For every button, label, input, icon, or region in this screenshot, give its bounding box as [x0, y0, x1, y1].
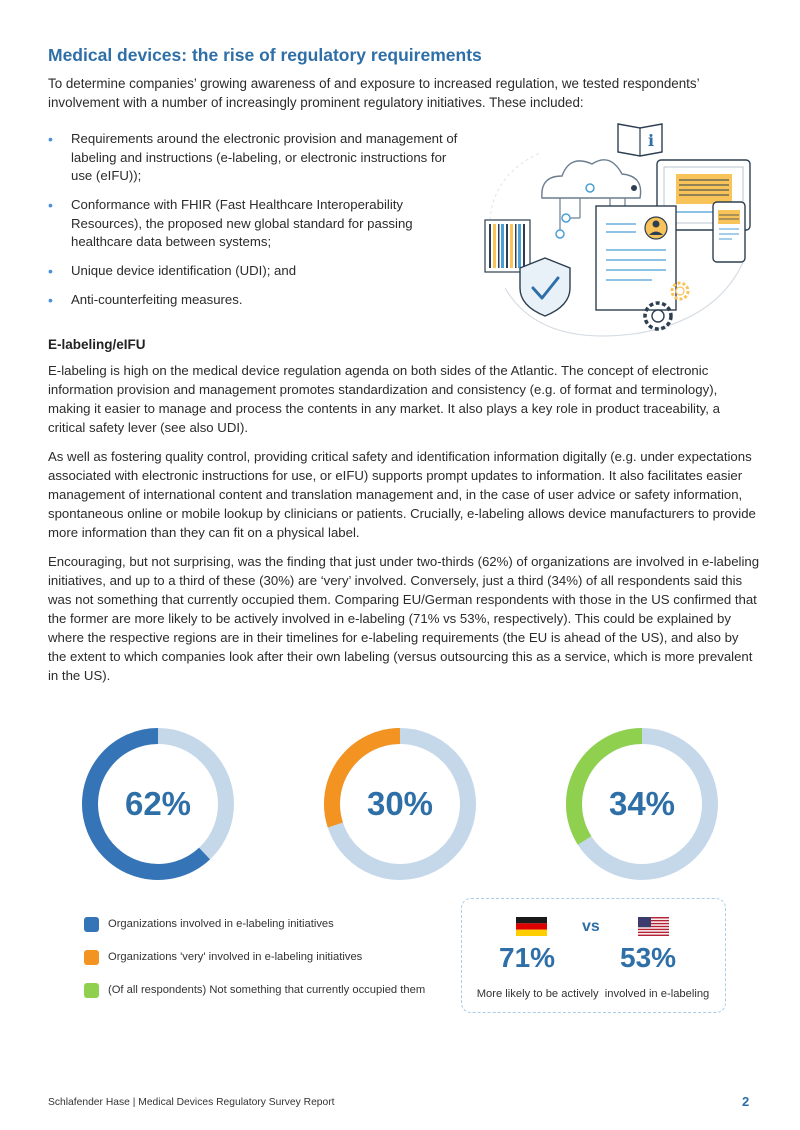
info-glyph: i	[647, 131, 655, 150]
regulatory-illustration	[480, 118, 755, 340]
list-item-text: Unique device identification (UDI); and	[71, 263, 297, 278]
bullet-icon: •	[48, 292, 53, 308]
donut-value-label: 30%	[366, 785, 434, 822]
list-item	[48, 262, 468, 281]
list-item-text: Anti-counterfeiting measures.	[71, 292, 243, 307]
barcode-icon	[485, 220, 530, 272]
bullet-icon: •	[48, 263, 53, 279]
smartphone-icon	[713, 202, 745, 262]
footer-text: Schlafender Hase | Medical Devices Regulatory Survey Report	[48, 1097, 335, 1108]
chart-legend	[84, 916, 425, 1015]
legend-item	[84, 982, 425, 998]
page-title: Medical devices: the rise of regulatory requirements	[48, 45, 482, 65]
body-paragraph: E-labeling is high on the medical device regulation agenda on both sides of the Atlantic. The concept of electronic information provision and management promotes standardization and consistency (e.g. of format and terminology), making it easier to manage and process the contents in any market. It also plays a key role in product traceability, a critical safety lever (see also UDI).	[48, 363, 720, 435]
section-heading: E-labeling/eIFU	[48, 337, 146, 352]
body-paragraph: As well as fostering quality control, providing critical safety and identification information digitally (e.g. under expectations associated with electronic instructions for use, or eIFU) supports prompt updates to information. It also facilitates easier management of international content and translation management and, in the case of user advice or safety information, spontaneous online or mobile lookup by clinicians or patients. Crucially, e-labeling allows device manufacturers to provide more information than they can fit on a physical label.	[48, 449, 756, 540]
legend-swatch	[84, 950, 99, 965]
list-item	[48, 291, 468, 310]
germany-flag-icon	[516, 917, 547, 936]
versus-label: vs	[582, 918, 600, 935]
donut-value-label: 62%	[124, 785, 192, 822]
donut-chart-involved	[78, 724, 238, 884]
donut-chart-not-occupied	[562, 724, 722, 884]
bullet-icon: •	[48, 197, 53, 213]
legend-item	[84, 949, 425, 965]
comparison-caption: More likely to be actively involved in e-labeling	[476, 988, 710, 1000]
list-item-text: Requirements around the electronic provision and management of labeling and instructions (e-labeling, or electronic instructions for use (eIFU));	[71, 131, 458, 183]
page-number: 2	[742, 1094, 750, 1109]
usa-percentage: 53%	[620, 942, 677, 973]
donut-value-label: 34%	[608, 785, 676, 822]
shield-check-icon	[520, 258, 570, 316]
germany-percentage: 71%	[499, 942, 556, 973]
initiatives-list	[48, 130, 468, 320]
usa-flag-icon	[638, 917, 669, 936]
document-profile-icon	[596, 206, 676, 310]
list-item-text: Conformance with FHIR (Fast Healthcare Interoperability Resources), the proposed new global standard for passing healthcare data between systems;	[71, 197, 413, 249]
legend-swatch	[84, 983, 99, 998]
legend-item	[84, 916, 425, 932]
country-comparison-box	[461, 898, 726, 1013]
list-item	[48, 196, 468, 252]
legend-label: (Of all respondents) Not something that currently occupied them	[108, 984, 426, 996]
body-paragraph: Encouraging, but not surprising, was the finding that just under two-thirds (62%) of organizations are involved in e-labeling initiatives, and up to a third of these (30%) are ‘very’ involved. Conversely, just a third (34%) of all respondents said this was not something that currently occupied them. Comparing EU/German respondents with those in the US confirmed that the former are more likely to be actively involved in e-labeling (71% vs 53%, respectively). This could be explained by where the respective regions are in their timelines for e-labeling requirements (the EU is ahead of the US), and also by the extent to which companies look after their own labeling (versus outsourcing this as a service, which is more prevalent in the US).	[48, 554, 760, 683]
donut-chart-very-involved	[320, 724, 480, 884]
bullet-icon: •	[48, 131, 53, 147]
legend-label: Organizations 'very' involved in e-labeling initiatives	[108, 951, 363, 963]
legend-label: Organizations involved in e-labeling initiatives	[108, 918, 334, 930]
legend-swatch	[84, 917, 99, 932]
intro-paragraph: To determine companies’ growing awareness of and exposure to increased regulation, we tested respondents’ involvement with a number of increasingly prominent regulatory initiatives. These included:	[48, 76, 700, 110]
info-book-icon	[618, 124, 662, 156]
list-item	[48, 130, 468, 186]
